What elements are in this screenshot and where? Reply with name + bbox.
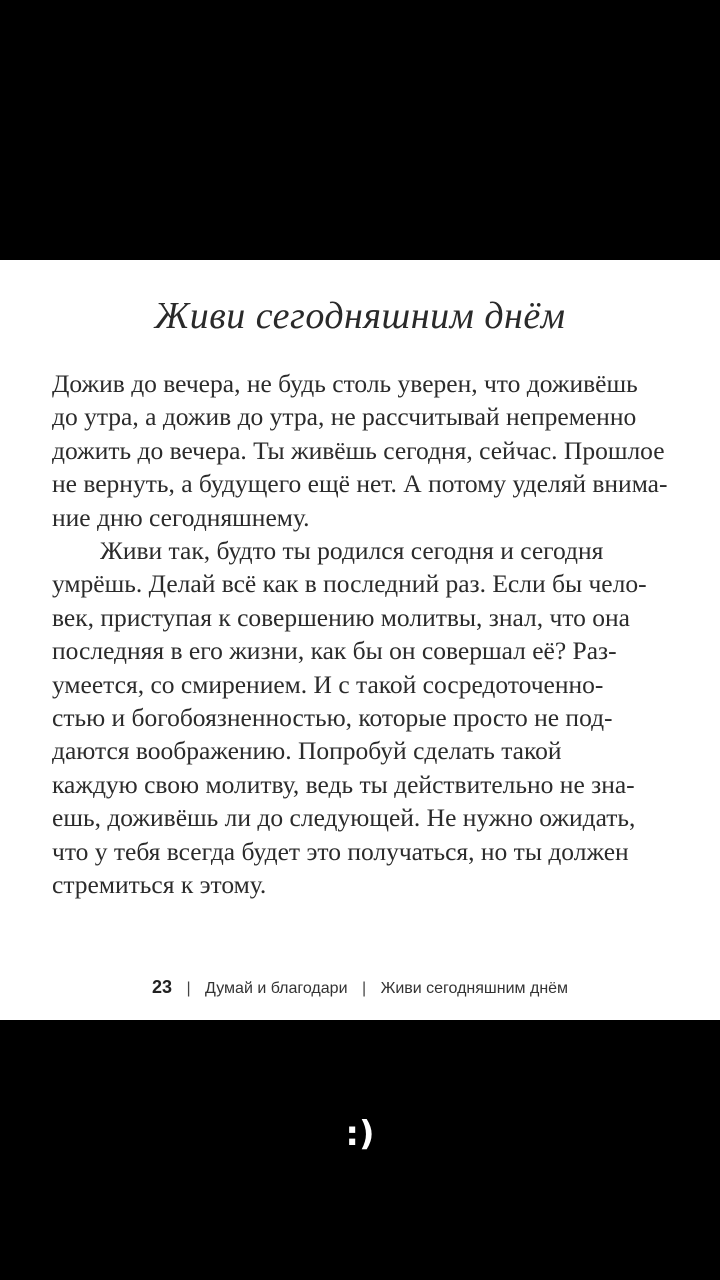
paragraph-line: дожить до вечера. Ты живёшь сегодня, сейчас. Прошлое (52, 435, 665, 465)
paragraph-line: Живи так, будто ты родился сегодня и сегодня (100, 536, 604, 565)
book-title: Думай и благодари (205, 980, 348, 997)
paragraph-line: стью и богобоязненностью, которые просто не под- (52, 703, 613, 733)
paragraph-1 (52, 367, 674, 534)
footer-separator: | (186, 980, 191, 997)
chapter-title: Живи сегодняшним днём (380, 980, 569, 997)
paragraph-line: умеется, со смирением. И с такой сосредоточенно- (52, 669, 604, 699)
page-number: 23 (151, 977, 172, 997)
book-page (0, 260, 720, 1020)
footer-separator: | (361, 980, 367, 997)
paragraph-line: последняя в его жизни, как бы он совершал её? Раз- (52, 636, 617, 666)
page-footer (0, 976, 720, 1000)
paragraph-line: до утра, а дожив до утра, не рассчитывай непременно (52, 402, 637, 432)
smiley-caption: :) (345, 1114, 375, 1154)
paragraph-line: век, приступая к совершению молитвы, знал, что она (52, 602, 630, 632)
paragraph-line: даются воображению. Попробуй сделать такой (52, 736, 562, 766)
paragraph-line: что у тебя всегда будет это получаться, но ты должен (52, 836, 629, 866)
paragraph-line: не вернуть, а будущего ещё нет. А потому уделяй внима- (52, 469, 668, 499)
paragraph-2 (52, 534, 674, 901)
paragraph-line: каждую свою молитву, ведь ты действительно не зна- (52, 769, 635, 799)
paragraph-line: умрёшь. Делай всё как в последний раз. Если бы чело- (52, 569, 647, 599)
paragraph-line: стремиться к этому. (52, 870, 267, 900)
paragraph-line: ешь, доживёшь ли до следующей. Не нужно ожидать, (52, 803, 636, 833)
paragraph-line: Дожив до вечера, не будь столь уверен, что доживёшь (52, 369, 638, 398)
page-title: Живи сегодняшним днём (154, 295, 566, 337)
paragraph-line: ние дню сегодняшнему. (52, 502, 310, 532)
